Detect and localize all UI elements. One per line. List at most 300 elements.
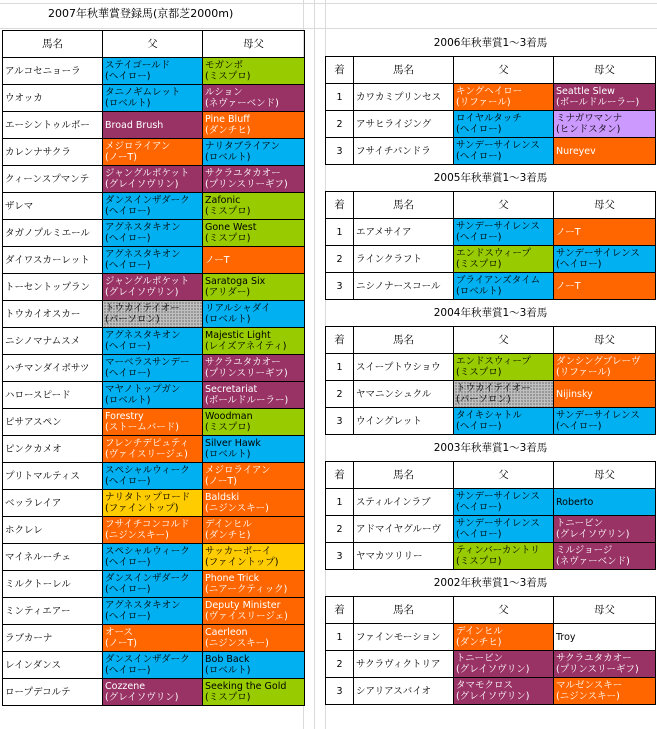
table-row <box>326 219 656 246</box>
sire-cell-line1: キングヘイロー <box>456 86 523 97</box>
damsire-cell-line2: (ボールドルーラー) <box>205 395 289 406</box>
table-row <box>3 679 305 706</box>
table-row <box>3 274 305 301</box>
damsire-cell <box>203 463 305 490</box>
sire-cell <box>103 625 203 652</box>
rank-cell: 2 <box>326 651 354 678</box>
damsire-cell <box>203 112 305 139</box>
horse-name: ロープデコルテ <box>3 679 103 706</box>
sire-cell <box>103 463 203 490</box>
damsire-cell-line1: Roberto <box>556 496 594 508</box>
header-damsire: 母父 <box>554 327 656 354</box>
header-horse-name: 馬名 <box>354 462 454 489</box>
header-rank: 着 <box>326 57 354 84</box>
damsire-cell <box>203 85 305 112</box>
damsire-cell-line1: Saratoga Six <box>205 276 266 287</box>
sire-cell-line2: (ノーT) <box>105 638 137 649</box>
damsire-cell <box>203 598 305 625</box>
sheet-gridline <box>0 28 657 29</box>
horse-name: ミルクトーレル <box>3 571 103 598</box>
section-title: 2003年秋華賞1～3着馬 <box>326 435 656 462</box>
damsire-cell-line2: (グレイソヴリン) <box>556 529 630 540</box>
header-sire: 父 <box>454 57 554 84</box>
table-row <box>3 139 305 166</box>
horse-name: ラインクラフト <box>354 246 454 273</box>
header-sire: 父 <box>454 462 554 489</box>
table-row <box>3 436 305 463</box>
damsire-cell <box>203 490 305 517</box>
sire-cell <box>454 624 554 651</box>
horse-name: ピンクカメオ <box>3 436 103 463</box>
table-row <box>3 193 305 220</box>
sire-cell-line1: ジャングルポケット <box>105 276 190 287</box>
table-row <box>326 246 656 273</box>
page-title: 2007年秋華賞登録馬(京都芝2000m) <box>48 7 234 20</box>
header-sire: 父 <box>454 192 554 219</box>
damsire-cell-line1: サクラユタカオー <box>205 168 281 179</box>
damsire-cell-line2: (ロベルト) <box>205 152 251 163</box>
damsire-cell-line1: Zafonic <box>205 195 241 206</box>
damsire-cell-line1: Caerleon <box>205 627 248 638</box>
sire-cell-line2: (ヘイロー) <box>105 584 151 595</box>
damsire-cell-line1: ルション <box>205 87 243 98</box>
horse-name: ニシノナースコール <box>354 273 454 300</box>
damsire-cell-line1: ミナガワマンナ <box>556 113 623 124</box>
section-header-row <box>326 192 656 219</box>
sire-cell-line2: (パーソロン) <box>456 394 511 405</box>
damsire-cell <box>203 274 305 301</box>
damsire-cell-line1: サンデーサイレンス <box>556 248 640 259</box>
sire-cell <box>103 517 203 544</box>
header-horse-name: 馬名 <box>354 57 454 84</box>
damsire-cell-line1: ミルジョージ <box>556 545 613 556</box>
sire-cell-line1: タマモクロス <box>456 680 514 691</box>
sire-cell-line2: (パーソロン) <box>105 314 160 325</box>
damsire-cell-line1: Troy <box>556 631 576 643</box>
header-rank: 着 <box>326 462 354 489</box>
sheet-gridline <box>0 3 657 4</box>
sire-cell-line1: タニノギムレット <box>105 87 181 98</box>
sire-cell-line2: (リファール) <box>456 97 511 108</box>
rank-cell: 2 <box>326 381 354 408</box>
damsire-cell-line2: (プリンスリーギフ) <box>205 368 288 379</box>
damsire-cell <box>203 301 305 328</box>
sire-cell <box>103 544 203 571</box>
damsire-cell-line1: サクラユタカオー <box>556 653 632 664</box>
damsire-cell-line1: Woodman <box>205 411 253 422</box>
horse-name: タガノプルミエール <box>3 220 103 247</box>
sire-cell <box>454 354 554 381</box>
damsire-cell-line2: (ヘイロー) <box>556 259 602 270</box>
header-sire: 父 <box>454 597 554 624</box>
damsire-cell <box>203 328 305 355</box>
horse-name: ダイワスカーレット <box>3 247 103 274</box>
horse-name: プリトマルティス <box>3 463 103 490</box>
damsire-cell-line2: (ボールドルーラー) <box>556 97 640 108</box>
damsire-cell <box>203 220 305 247</box>
damsire-cell-line1: モガンボ <box>205 60 244 71</box>
sire-cell-line1: サンデーサイレンス <box>456 221 540 232</box>
horse-name: レインダンス <box>3 652 103 679</box>
damsire-cell-line2: (ミスプロ) <box>205 422 251 433</box>
rank-cell: 2 <box>326 246 354 273</box>
sire-cell-line1: ダンスインザダーク <box>105 654 190 665</box>
sire-cell-line1: マヤノトップガン <box>105 384 181 395</box>
horse-name: ハロースピード <box>3 382 103 409</box>
sire-cell-line2: (ダンチヒ) <box>456 637 502 648</box>
damsire-cell-line2: (プリンスリーギフ) <box>556 664 639 675</box>
damsire-cell <box>203 544 305 571</box>
damsire-cell-line2: (ダンチヒ) <box>205 125 251 136</box>
horse-name: カレンナサクラ <box>3 139 103 166</box>
sire-cell <box>103 355 203 382</box>
table-row <box>3 544 305 571</box>
damsire-cell-line1: Seeking the Gold <box>205 681 287 692</box>
damsire-cell-line1: Pine Bluff <box>205 114 250 125</box>
table-row <box>3 355 305 382</box>
damsire-cell-line1: Gone West <box>205 222 257 233</box>
horse-name: トウカイオスカー <box>3 301 103 328</box>
sire-cell <box>103 571 203 598</box>
sire-cell-line2: (ヘイロー) <box>105 260 151 271</box>
sire-cell <box>454 516 554 543</box>
sire-cell <box>454 84 554 111</box>
damsire-cell-line1: リアルシャダイ <box>205 303 271 314</box>
damsire-cell <box>203 571 305 598</box>
sire-cell-line2: (ミスプロ) <box>456 556 502 567</box>
header-horse-name: 馬名 <box>354 597 454 624</box>
table-row <box>3 517 305 544</box>
header-horse-name: 馬名 <box>354 327 454 354</box>
damsire-cell-line2: (ロベルト) <box>205 314 251 325</box>
sire-cell-line2: (ノーT) <box>105 152 137 163</box>
damsire-cell-line2: (リファール) <box>556 367 611 378</box>
horse-name: シアリアスバイオ <box>354 678 454 705</box>
damsire-cell-line1: ノーT <box>556 226 581 238</box>
section-title-row <box>326 570 656 597</box>
table-row <box>3 301 305 328</box>
sire-cell-line2: (ヘイロー) <box>456 232 502 243</box>
sire-cell-line2: (ヘイロー) <box>105 665 151 676</box>
sire-cell-line1: サンデーサイレンス <box>456 518 540 529</box>
sire-cell-line2: (ミスプロ) <box>456 367 502 378</box>
table-row <box>3 328 305 355</box>
damsire-cell <box>554 651 656 678</box>
horse-name: ヤマカツリリー <box>354 543 454 570</box>
sire-cell-line2: (ヘイロー) <box>105 368 151 379</box>
damsire-cell-line1: Seattle Slew <box>556 86 615 97</box>
table-row <box>3 382 305 409</box>
sire-cell-line1: アグネスタキオン <box>105 222 181 233</box>
horse-name: スティルインラブ <box>354 489 454 516</box>
header-sire: 父 <box>454 327 554 354</box>
horse-name: ピサアスペン <box>3 409 103 436</box>
sire-cell <box>454 219 554 246</box>
sire-cell-line1: ティンバーカントリ <box>456 545 540 556</box>
sire-cell-line1: ジャングルポケット <box>105 168 190 179</box>
sire-cell-line1: デインヒル <box>456 626 503 637</box>
sire-cell <box>454 273 554 300</box>
damsire-cell <box>554 489 656 516</box>
entries-header-row <box>3 31 305 58</box>
horse-name: アルコセニョーラ <box>3 58 103 85</box>
horse-name: ベッラレイア <box>3 490 103 517</box>
damsire-cell-line2: (ファイントップ) <box>205 557 279 568</box>
sire-cell-line1: トニービン <box>456 653 504 664</box>
damsire-cell-line2: (ミスプロ) <box>205 206 251 217</box>
sire-cell <box>454 111 554 138</box>
damsire-cell-line2: (ノーT) <box>205 476 237 487</box>
damsire-cell <box>554 516 656 543</box>
sire-cell-line1: ダンスインザダーク <box>105 195 190 206</box>
horse-name: ホクレレ <box>3 517 103 544</box>
sire-cell-line2: (ファイントップ) <box>105 503 179 514</box>
sire-cell-line1: サンデーサイレンス <box>456 140 540 151</box>
rank-cell: 1 <box>326 489 354 516</box>
table-row <box>326 381 656 408</box>
sire-cell-line2: (グレイソヴリン) <box>456 664 530 675</box>
damsire-cell <box>203 517 305 544</box>
sire-cell-line2: (ヴァイスリージェ) <box>105 449 188 460</box>
sire-cell-line1: トウカイテイオー <box>456 383 531 394</box>
sire-cell-line2: (ヘイロー) <box>105 611 151 622</box>
sire-cell <box>103 139 203 166</box>
table-row <box>3 58 305 85</box>
sire-cell-line1: スペシャルウィーク <box>105 465 190 476</box>
damsire-cell-line1: Baldski <box>205 492 240 503</box>
sire-cell-line1: ブライアンズタイム <box>456 275 541 286</box>
damsire-cell <box>203 58 305 85</box>
table-row <box>3 166 305 193</box>
sire-cell-line1: ナリタトップロード <box>105 492 191 503</box>
sire-cell <box>103 652 203 679</box>
sire-cell-line2: (グレイソヴリン) <box>105 179 179 190</box>
section-title: 2002年秋華賞1～3着馬 <box>326 570 656 597</box>
damsire-cell-line1: デインヒル <box>205 519 252 530</box>
sire-cell-line2: (ヘイロー) <box>105 557 151 568</box>
damsire-cell-line2: (ミスプロ) <box>205 71 251 82</box>
sire-cell-line2: (ヘイロー) <box>456 529 502 540</box>
sheet-gridline <box>314 0 315 729</box>
horse-name: ミンティエアー <box>3 598 103 625</box>
damsire-cell <box>203 679 305 706</box>
damsire-cell-line1: トニービン <box>556 518 604 529</box>
damsire-cell-line1: ナリタブライアン <box>205 141 281 152</box>
table-row <box>326 273 656 300</box>
damsire-cell <box>554 84 656 111</box>
sire-cell-line1: アグネスタキオン <box>105 249 181 260</box>
sire-cell <box>103 598 203 625</box>
damsire-cell-line2: (ネヴァーベンド) <box>205 98 279 109</box>
table-row <box>326 543 656 570</box>
table-row <box>326 678 656 705</box>
rank-cell: 2 <box>326 516 354 543</box>
damsire-cell-line2: (ニジンスキー) <box>205 638 269 649</box>
damsire-cell <box>554 219 656 246</box>
sire-cell-line2: (ヘイロー) <box>105 341 151 352</box>
sire-cell-line2: (ミスプロ) <box>456 259 502 270</box>
damsire-cell-line2: (ダンチヒ) <box>205 530 251 541</box>
sire-cell <box>103 247 203 274</box>
sire-cell-line1: ダンスインザダーク <box>105 573 190 584</box>
damsire-cell-line1: ノーT <box>205 254 230 266</box>
sire-cell <box>103 220 203 247</box>
section-title-row <box>326 165 656 192</box>
damsire-cell <box>203 382 305 409</box>
sire-cell <box>103 382 203 409</box>
damsire-cell <box>554 273 656 300</box>
damsire-cell <box>203 436 305 463</box>
damsire-cell-line1: サクラユタカオー <box>205 357 281 368</box>
table-row <box>326 354 656 381</box>
damsire-cell-line1: Bob Back <box>205 654 250 665</box>
sire-cell-line1: Broad Brush <box>105 119 164 131</box>
sire-cell-line1: トウカイテイオー <box>105 303 180 314</box>
sire-cell-line2: (グレイソヴリン) <box>105 287 179 298</box>
rank-cell: 1 <box>326 624 354 651</box>
damsire-cell <box>203 166 305 193</box>
damsire-cell-line2: (ネヴァーベンド) <box>556 556 630 567</box>
damsire-cell-line2: (ミスプロ) <box>205 692 251 703</box>
damsire-cell-line1: メジロライアン <box>205 465 271 476</box>
sire-cell-line1: Cozzene <box>105 681 146 692</box>
sire-cell <box>454 543 554 570</box>
sire-cell-line1: オース <box>105 627 134 638</box>
horse-name: クィーンスプマンテ <box>3 166 103 193</box>
section-title-row <box>326 435 656 462</box>
damsire-cell-line1: サンデーサイレンス <box>556 410 640 421</box>
table-row <box>326 489 656 516</box>
sire-cell-line1: エンドスウィープ <box>456 356 531 367</box>
damsire-cell <box>203 193 305 220</box>
section-title-row <box>326 30 656 57</box>
table-row <box>326 624 656 651</box>
sire-cell-line2: (ロベルト) <box>456 286 502 297</box>
horse-name: カワカミプリンセス <box>354 84 454 111</box>
damsire-cell-line2: (レイズアネイティ) <box>205 341 287 352</box>
damsire-cell-line2: (ニジンスキー) <box>205 503 269 514</box>
horse-name: ヤマニンシュクル <box>354 381 454 408</box>
table-row <box>326 138 656 165</box>
table-row <box>326 408 656 435</box>
damsire-cell-line1: Silver Hawk <box>205 438 261 449</box>
sire-cell <box>454 651 554 678</box>
damsire-cell <box>203 652 305 679</box>
damsire-cell <box>554 138 656 165</box>
damsire-cell-line1: Deputy Minister <box>205 600 281 611</box>
sire-cell <box>103 409 203 436</box>
sire-cell-line1: スペシャルウィーク <box>105 546 190 557</box>
sire-cell-line1: メジロライアン <box>105 141 171 152</box>
rank-cell: 3 <box>326 543 354 570</box>
sire-cell-line1: アグネスタキオン <box>105 330 181 341</box>
damsire-cell-line1: Phone Trick <box>205 573 260 584</box>
damsire-cell-line2: (ヒンドスタン) <box>556 124 621 135</box>
sire-cell-line1: サンデーサイレンス <box>456 491 540 502</box>
sire-cell-line2: (ヘイロー) <box>456 502 502 513</box>
damsire-cell-line2: (ロベルト) <box>205 449 251 460</box>
header-damsire: 母父 <box>203 31 305 58</box>
sire-cell-line2: (ヘイロー) <box>456 421 502 432</box>
damsire-cell <box>554 246 656 273</box>
sire-cell <box>454 381 554 408</box>
damsire-cell <box>203 625 305 652</box>
sire-cell <box>103 58 203 85</box>
sire-cell <box>103 166 203 193</box>
header-damsire: 母父 <box>554 192 656 219</box>
damsire-cell <box>554 408 656 435</box>
sire-cell <box>103 436 203 463</box>
sire-cell-line2: (ヘイロー) <box>105 71 151 82</box>
sire-cell-line1: ステイゴールド <box>105 60 171 71</box>
damsire-cell <box>203 409 305 436</box>
sire-cell <box>103 301 203 328</box>
table-row <box>3 409 305 436</box>
header-rank: 着 <box>326 327 354 354</box>
damsire-cell <box>554 624 656 651</box>
horse-name: トーセントップラン <box>3 274 103 301</box>
horse-name: アドマイヤグルーヴ <box>354 516 454 543</box>
rank-cell: 1 <box>326 84 354 111</box>
rank-cell: 3 <box>326 678 354 705</box>
section-title: 2005年秋華賞1～3着馬 <box>326 165 656 192</box>
table-row <box>3 625 305 652</box>
sire-cell-line2: (ヘイロー) <box>105 206 151 217</box>
table-row <box>3 220 305 247</box>
table-row <box>3 598 305 625</box>
damsire-cell-line1: Secretariat <box>205 384 258 395</box>
header-horse-name: 馬名 <box>354 192 454 219</box>
sire-cell <box>103 328 203 355</box>
damsire-cell <box>554 543 656 570</box>
header-sire: 父 <box>103 31 203 58</box>
sire-cell-line1: アグネスタキオン <box>105 600 181 611</box>
sire-cell-line1: エンドスウィープ <box>456 248 531 259</box>
section-header-row <box>326 57 656 84</box>
section-title: 2004年秋華賞1～3着馬 <box>326 300 656 327</box>
damsire-cell-line1: Nijinsky <box>556 388 593 400</box>
damsire-cell <box>203 247 305 274</box>
sire-cell-line2: (グレイソヴリン) <box>456 691 530 702</box>
table-row <box>3 247 305 274</box>
sire-cell-line2: (ヘイロー) <box>456 124 502 135</box>
sire-cell-line2: (ヘイロー) <box>105 476 151 487</box>
damsire-cell <box>554 111 656 138</box>
horse-name: サクラヴィクトリア <box>354 651 454 678</box>
sire-cell-line2: (グレイソヴリン) <box>105 692 179 703</box>
damsire-cell-line2: (プリンスリーギフ) <box>205 179 288 190</box>
damsire-cell-line2: (ヴァイスリージェ) <box>205 611 288 622</box>
damsire-cell-line2: (ニアークティック) <box>205 584 288 595</box>
sire-cell-line2: (ストームバード) <box>105 422 179 433</box>
sire-cell <box>454 489 554 516</box>
rank-cell: 3 <box>326 138 354 165</box>
damsire-cell-line2: (ヘイロー) <box>556 421 602 432</box>
section-header-row <box>326 462 656 489</box>
table-row <box>3 463 305 490</box>
sire-cell <box>454 678 554 705</box>
horse-name: エーシントゥルボー <box>3 112 103 139</box>
sire-cell <box>454 408 554 435</box>
horse-name: ウオッカ <box>3 85 103 112</box>
table-row <box>3 490 305 517</box>
table-row <box>326 516 656 543</box>
horse-name: マイネルーチェ <box>3 544 103 571</box>
rank-cell: 2 <box>326 111 354 138</box>
damsire-cell-line2: (アリダー) <box>205 287 251 298</box>
table-row <box>3 652 305 679</box>
sire-cell-line1: フレンチデピュティ <box>105 438 190 449</box>
